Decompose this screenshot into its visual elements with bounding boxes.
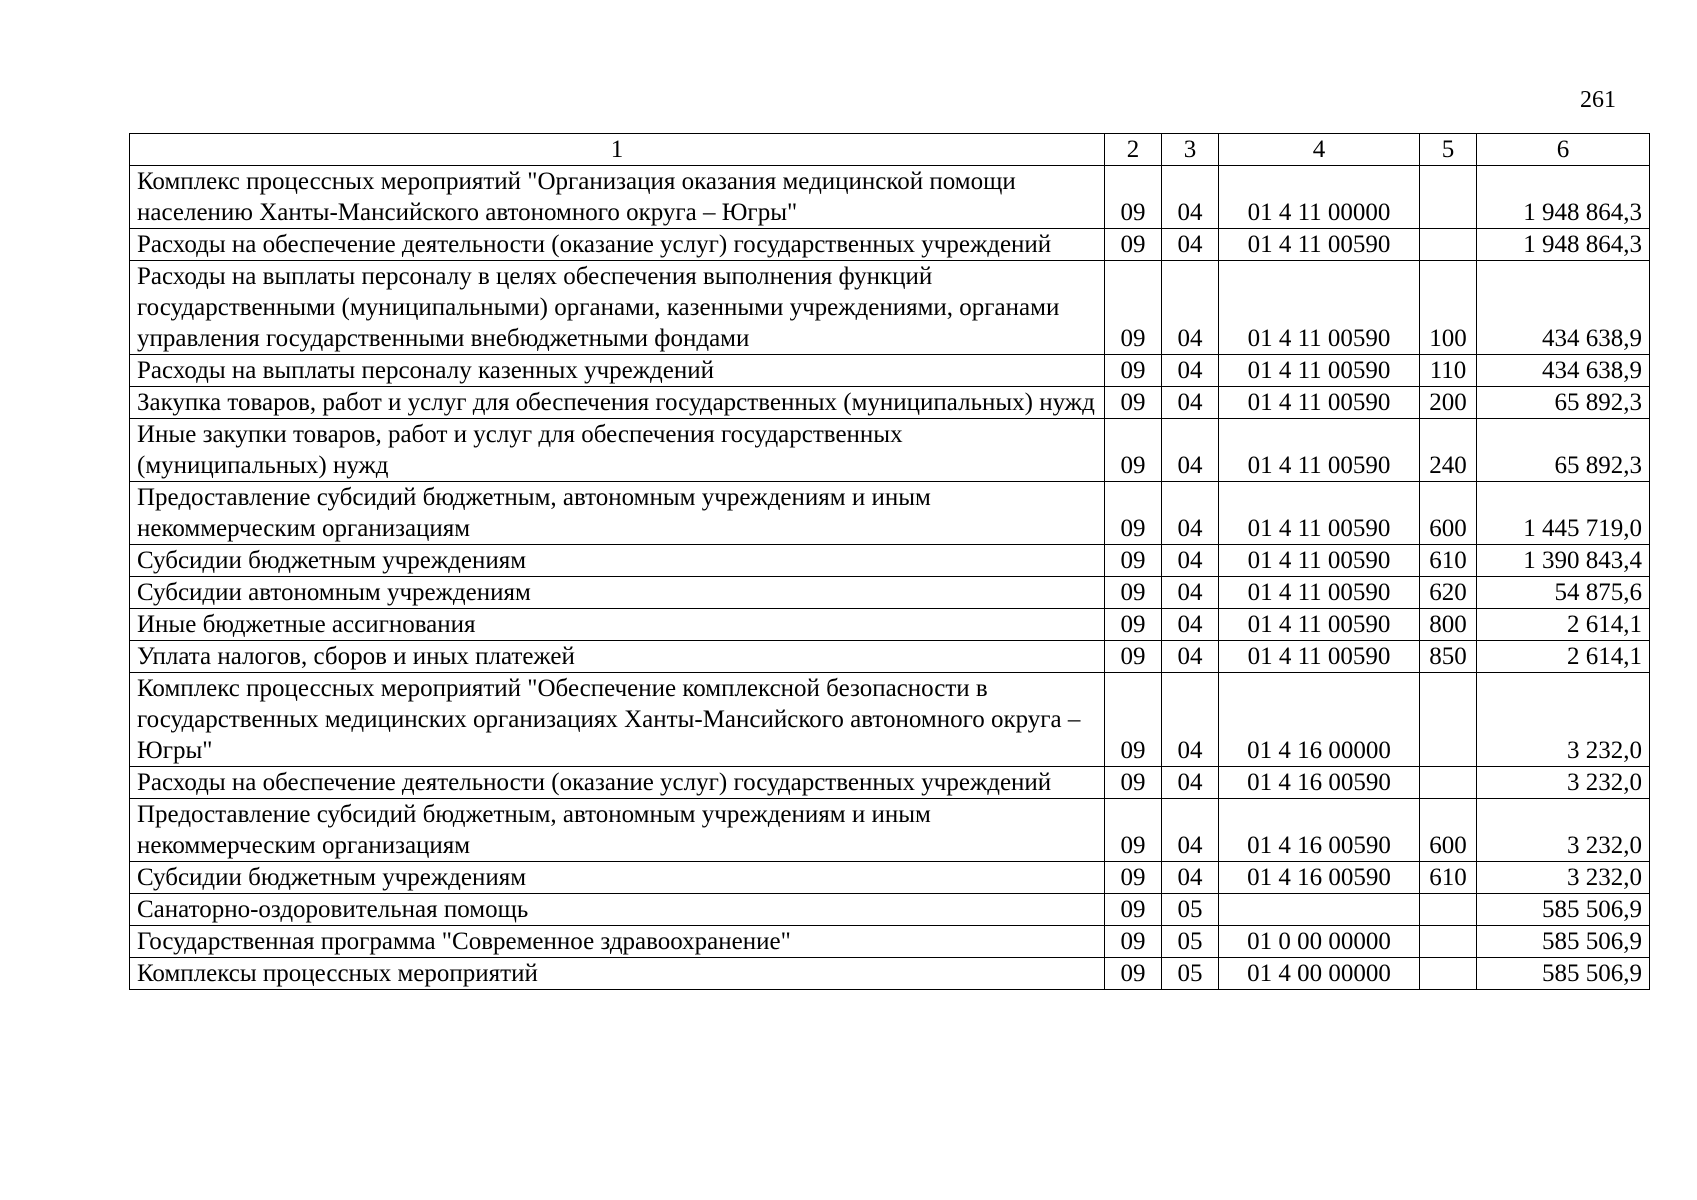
row-amount: 54 875,6: [1477, 577, 1650, 609]
row-description: Субсидии автономным учреждениям: [130, 577, 1105, 609]
row-amount: 434 638,9: [1477, 261, 1650, 355]
row-amount: 3 232,0: [1477, 767, 1650, 799]
row-expense-type: 800: [1420, 609, 1477, 641]
row-amount: 65 892,3: [1477, 419, 1650, 482]
row-section: 09: [1105, 641, 1162, 673]
row-amount: 1 948 864,3: [1477, 166, 1650, 229]
row-description: Расходы на обеспечение деятельности (оказание услуг) государственных учреждений: [130, 767, 1105, 799]
header-col-2: 2: [1105, 134, 1162, 166]
row-target-code: 01 4 11 00590: [1219, 609, 1420, 641]
row-description: Иные бюджетные ассигнования: [130, 609, 1105, 641]
row-target-code: 01 4 11 00590: [1219, 545, 1420, 577]
row-section: 09: [1105, 577, 1162, 609]
row-target-code: 01 4 11 00000: [1219, 166, 1420, 229]
row-amount: 65 892,3: [1477, 387, 1650, 419]
row-subsection: 05: [1162, 894, 1219, 926]
row-subsection: 05: [1162, 926, 1219, 958]
row-description: Расходы на выплаты персоналу в целях обеспечения выполнения функций государственными (муниципальными) органами, казенными учреждениями, органами управления государственными внебюджетными фондами: [130, 261, 1105, 355]
row-expense-type: 850: [1420, 641, 1477, 673]
table-row: [130, 355, 1650, 387]
header-col-6: 6: [1477, 134, 1650, 166]
row-section: 09: [1105, 862, 1162, 894]
row-subsection: 04: [1162, 482, 1219, 545]
row-target-code: 01 4 11 00590: [1219, 419, 1420, 482]
row-subsection: 04: [1162, 261, 1219, 355]
row-amount: 1 445 719,0: [1477, 482, 1650, 545]
row-target-code: 01 4 11 00590: [1219, 229, 1420, 261]
row-description: Комплексы процессных мероприятий: [130, 958, 1105, 990]
header-col-1: 1: [130, 134, 1105, 166]
row-amount: 2 614,1: [1477, 641, 1650, 673]
header-col-5: 5: [1420, 134, 1477, 166]
row-description: Закупка товаров, работ и услуг для обеспечения государственных (муниципальных) нужд: [130, 387, 1105, 419]
row-expense-type: [1420, 229, 1477, 261]
row-amount: 1 948 864,3: [1477, 229, 1650, 261]
row-expense-type: 110: [1420, 355, 1477, 387]
row-expense-type: 240: [1420, 419, 1477, 482]
table-row: [130, 419, 1650, 482]
row-section: 09: [1105, 767, 1162, 799]
row-amount: 585 506,9: [1477, 958, 1650, 990]
row-subsection: 05: [1162, 958, 1219, 990]
row-subsection: 04: [1162, 673, 1219, 767]
table-row: [130, 641, 1650, 673]
row-subsection: 04: [1162, 577, 1219, 609]
row-expense-type: 600: [1420, 482, 1477, 545]
row-expense-type: [1420, 673, 1477, 767]
row-subsection: 04: [1162, 419, 1219, 482]
row-description: Государственная программа "Современное здравоохранение": [130, 926, 1105, 958]
table-row: [130, 894, 1650, 926]
row-target-code: 01 4 16 00590: [1219, 767, 1420, 799]
row-section: 09: [1105, 387, 1162, 419]
table-row: [130, 577, 1650, 609]
row-section: 09: [1105, 355, 1162, 387]
row-description: Расходы на обеспечение деятельности (оказание услуг) государственных учреждений: [130, 229, 1105, 261]
row-section: 09: [1105, 926, 1162, 958]
header-col-4: 4: [1219, 134, 1420, 166]
table-body: [130, 166, 1650, 990]
header-col-3: 3: [1162, 134, 1219, 166]
row-description: Расходы на выплаты персоналу казенных учреждений: [130, 355, 1105, 387]
row-section: 09: [1105, 482, 1162, 545]
table-row: [130, 261, 1650, 355]
row-description: Предоставление субсидий бюджетным, автономным учреждениям и иным некоммерческим организациям: [130, 482, 1105, 545]
row-target-code: 01 4 16 00590: [1219, 862, 1420, 894]
table-row: [130, 387, 1650, 419]
header-row: [130, 134, 1650, 166]
row-expense-type: 600: [1420, 799, 1477, 862]
row-amount: 434 638,9: [1477, 355, 1650, 387]
row-amount: 2 614,1: [1477, 609, 1650, 641]
row-description: Уплата налогов, сборов и иных платежей: [130, 641, 1105, 673]
budget-table: [129, 133, 1650, 990]
row-amount: 585 506,9: [1477, 894, 1650, 926]
page-number: 261: [1580, 87, 1616, 113]
row-target-code: 01 4 11 00590: [1219, 261, 1420, 355]
row-description: Комплекс процессных мероприятий "Организация оказания медицинской помощи населению Ханты-Мансийского автономного округа – Югры": [130, 166, 1105, 229]
row-expense-type: [1420, 958, 1477, 990]
row-description: Санаторно-оздоровительная помощь: [130, 894, 1105, 926]
row-description: Предоставление субсидий бюджетным, автономным учреждениям и иным некоммерческим организациям: [130, 799, 1105, 862]
row-section: 09: [1105, 261, 1162, 355]
row-target-code: 01 4 00 00000: [1219, 958, 1420, 990]
row-target-code: 01 4 11 00590: [1219, 577, 1420, 609]
row-target-code: [1219, 894, 1420, 926]
row-expense-type: [1420, 926, 1477, 958]
table-row: [130, 926, 1650, 958]
table-row: [130, 545, 1650, 577]
row-subsection: 04: [1162, 545, 1219, 577]
row-expense-type: 620: [1420, 577, 1477, 609]
row-description: Субсидии бюджетным учреждениям: [130, 862, 1105, 894]
table-row: [130, 958, 1650, 990]
row-subsection: 04: [1162, 799, 1219, 862]
row-amount: 3 232,0: [1477, 799, 1650, 862]
row-expense-type: 200: [1420, 387, 1477, 419]
row-expense-type: [1420, 767, 1477, 799]
row-amount: 3 232,0: [1477, 673, 1650, 767]
row-expense-type: [1420, 894, 1477, 926]
row-subsection: 04: [1162, 355, 1219, 387]
row-subsection: 04: [1162, 767, 1219, 799]
row-subsection: 04: [1162, 166, 1219, 229]
table-row: [130, 767, 1650, 799]
row-target-code: 01 4 11 00590: [1219, 482, 1420, 545]
row-target-code: 01 4 11 00590: [1219, 355, 1420, 387]
row-section: 09: [1105, 419, 1162, 482]
row-section: 09: [1105, 229, 1162, 261]
row-subsection: 04: [1162, 862, 1219, 894]
row-expense-type: [1420, 166, 1477, 229]
table-row: [130, 166, 1650, 229]
row-amount: 1 390 843,4: [1477, 545, 1650, 577]
row-expense-type: 610: [1420, 862, 1477, 894]
row-section: 09: [1105, 799, 1162, 862]
table-row: [130, 609, 1650, 641]
row-subsection: 04: [1162, 229, 1219, 261]
row-description: Иные закупки товаров, работ и услуг для обеспечения государственных (муниципальных) нужд: [130, 419, 1105, 482]
table-row: [130, 799, 1650, 862]
row-target-code: 01 4 16 00000: [1219, 673, 1420, 767]
row-target-code: 01 4 16 00590: [1219, 799, 1420, 862]
row-subsection: 04: [1162, 387, 1219, 419]
row-section: 09: [1105, 609, 1162, 641]
row-section: 09: [1105, 958, 1162, 990]
row-description: Субсидии бюджетным учреждениям: [130, 545, 1105, 577]
row-target-code: 01 4 11 00590: [1219, 641, 1420, 673]
row-section: 09: [1105, 166, 1162, 229]
row-expense-type: 610: [1420, 545, 1477, 577]
table-row: [130, 229, 1650, 261]
row-amount: 585 506,9: [1477, 926, 1650, 958]
row-section: 09: [1105, 894, 1162, 926]
row-description: Комплекс процессных мероприятий "Обеспечение комплексной безопасности в государственных медицинских организациях Ханты-Мансийского автономного округа – Югры": [130, 673, 1105, 767]
row-target-code: 01 0 00 00000: [1219, 926, 1420, 958]
row-subsection: 04: [1162, 641, 1219, 673]
row-expense-type: 100: [1420, 261, 1477, 355]
row-section: 09: [1105, 673, 1162, 767]
row-subsection: 04: [1162, 609, 1219, 641]
row-amount: 3 232,0: [1477, 862, 1650, 894]
table-row: [130, 862, 1650, 894]
row-target-code: 01 4 11 00590: [1219, 387, 1420, 419]
table-row: [130, 673, 1650, 767]
row-section: 09: [1105, 545, 1162, 577]
table-row: [130, 482, 1650, 545]
